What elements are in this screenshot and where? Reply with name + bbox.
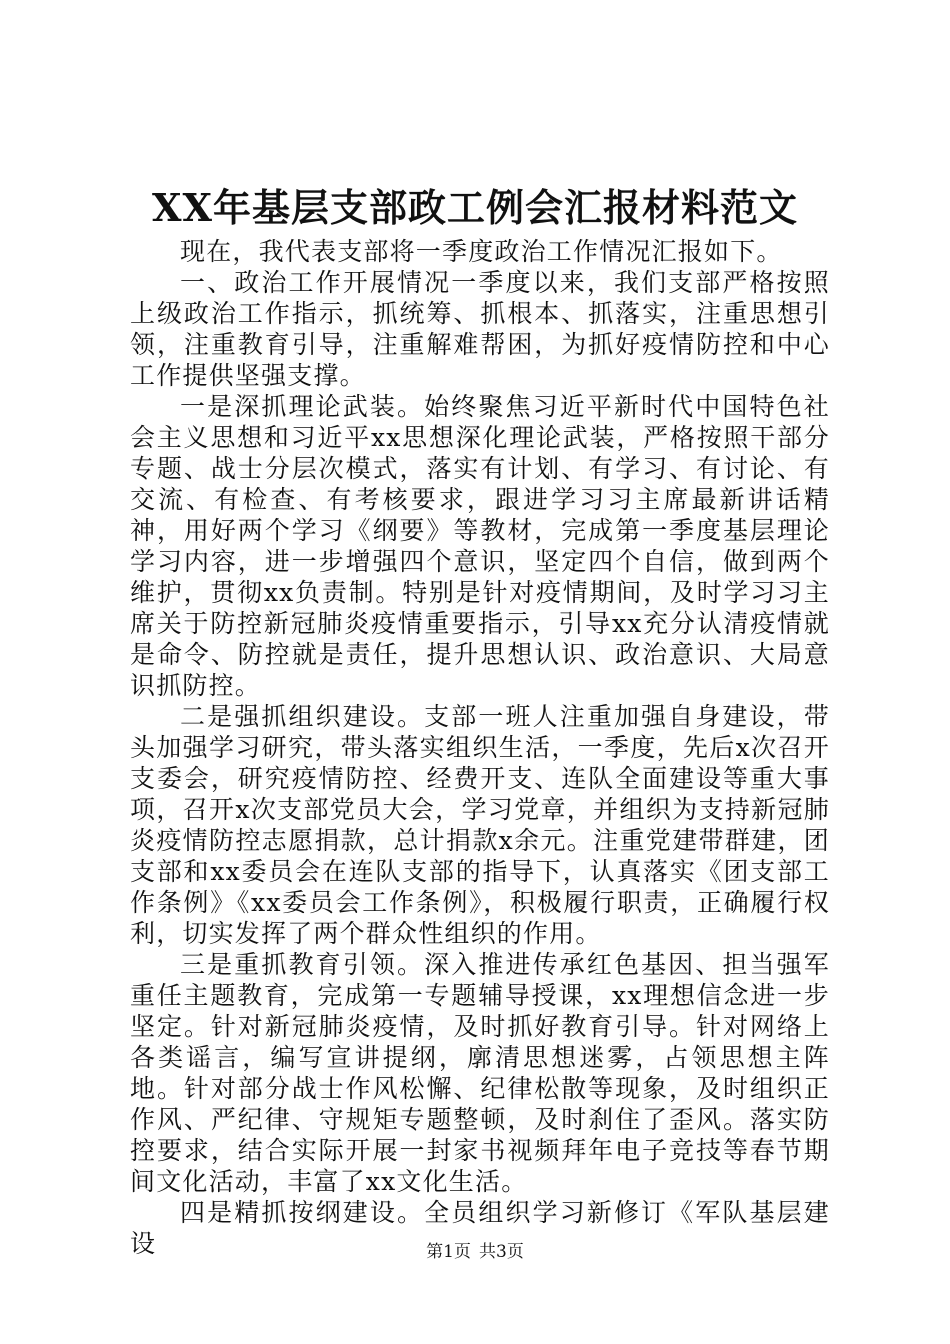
document-title: XX年基层支部政工例会汇报材料范文 (152, 185, 798, 230)
paragraph-organization: 二是强抓组织建设。支部一班人注重加强自身建设，带头加强学习研究，带头落实组织生活，一季度，先后x次召开支委会，研究疫情防控、经费开支、连队全面建设等重大事项，召开x次支部党员大会，学习党章，并组织为支持新冠肺炎疫情防控志愿捐款，总计捐款x余元。注重党建带群建，团支部和xx委员会在连队支部的指导下，认真落实《团支部工作条例》《xx委员会工作条例》，积极履行职责，正确履行权利，切实发挥了两个群众性组织的作用。 (130, 702, 830, 948)
page-total: 共3页 (479, 1242, 524, 1262)
paragraph-theory: 一是深抓理论武装。始终聚焦习近平新时代中国特色社会主义思想和习近平xx思想深化理论武装，严格按照干部分专题、战士分层次模式，落实有计划、有学习、有讨论、有交流、有检查、有考核要求，跟进学习习主席最新讲话精神，用好两个学习《纲要》等教材，完成第一季度基层理论学习内容，进一步增强四个意识，坚定四个自信，做到两个维护，贯彻xx负责制。特别是针对疫情期间，及时学习习主席关于防控新冠肺炎疫情重要指示，引导xx充分认清疫情就是命令、防控就是责任，提升思想认识、政治意识、大局意识抓防控。 (130, 392, 830, 700)
page-footer (0, 1240, 950, 1264)
page-number: 第1页 (426, 1242, 471, 1262)
paragraph-construction: 四是精抓按纲建设。全员组织学习新修订《军队基层建设 (130, 1198, 830, 1258)
document-body (130, 236, 830, 1259)
paragraph-section-1: 一、政治工作开展情况一季度以来，我们支部严格按照上级政治工作指示，抓统筹、抓根本、抓落实，注重思想引领，注重教育引导，注重解难帮困，为抓好疫情防控和中心工作提供坚强支撑。 (130, 268, 830, 390)
paragraph-education: 三是重抓教育引领。深入推进传承红色基因、担当强军重任主题教育，完成第一专题辅导授课，xx理想信念进一步坚定。针对新冠肺炎疫情，及时抓好教育引导。针对网络上各类谣言，编写宣讲提纲，廓清思想迷雾，占领思想主阵地。针对部分战士作风松懈、纪律松散等现象，及时组织正作风、严纪律、守规矩专题整顿，及时刹住了歪风。落实防控要求，结合实际开展一封家书视频拜年电子竞技等春节期间文化活动，丰富了xx文化生活。 (130, 950, 830, 1196)
paragraph-intro: 现在，我代表支部将一季度政治工作情况汇报如下。 (180, 237, 783, 266)
